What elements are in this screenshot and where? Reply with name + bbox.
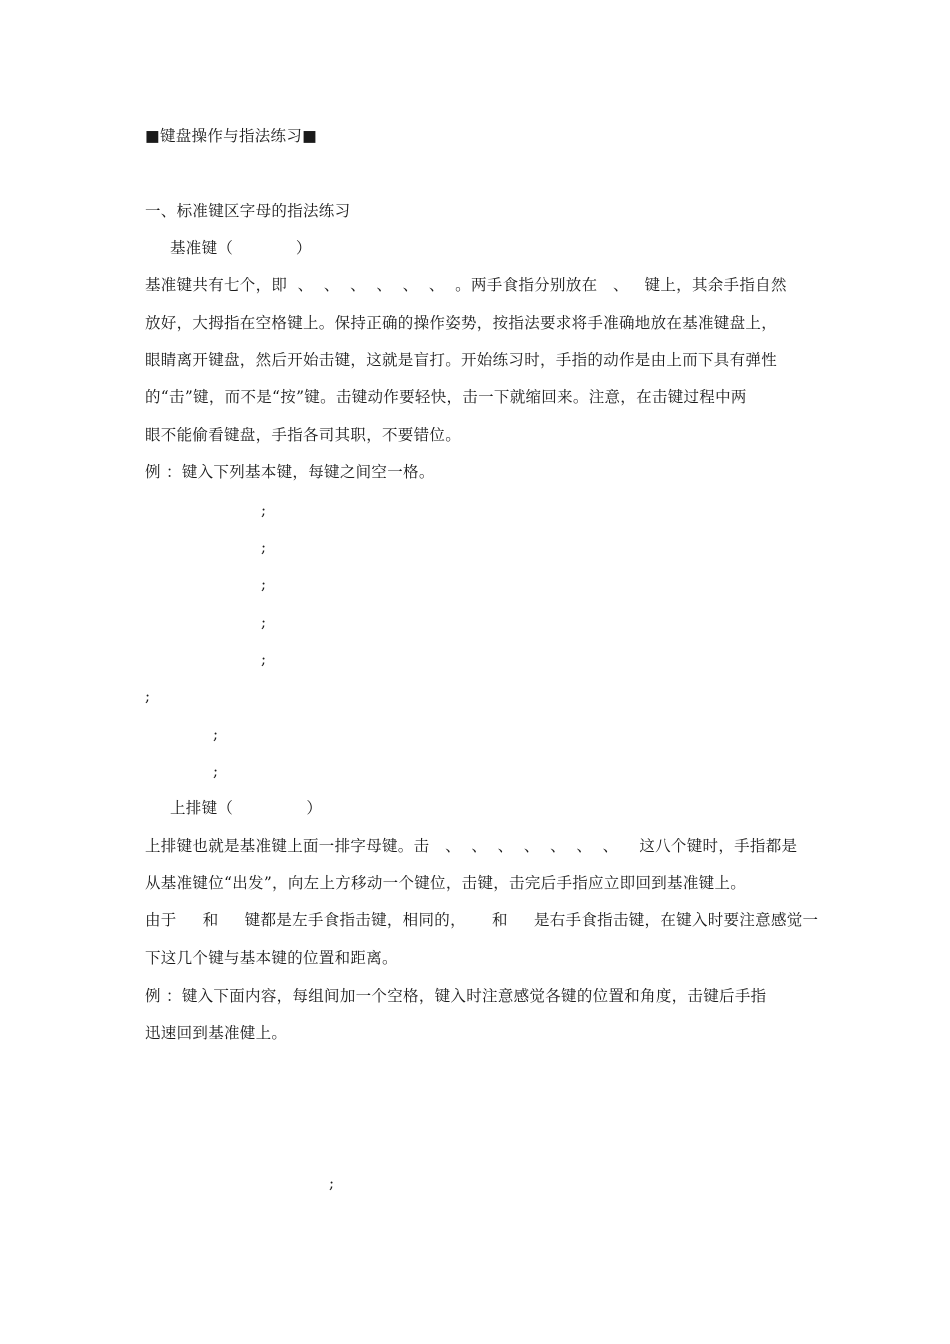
page-title: ■键盘操作与指法练习■ bbox=[145, 127, 318, 145]
home-keys-heading: 基准键（ ） bbox=[170, 239, 312, 257]
practice-semicolon: ; bbox=[329, 1174, 335, 1192]
home-keys-example: 例 ：键入下列基本键，每键之间空一格。 bbox=[145, 463, 435, 481]
home-keys-paragraph-line: 的“击”键，而不是“按”键。击键动作要轻快，击一下就缩回来。注意，在击键过程中两 bbox=[145, 388, 747, 406]
practice-semicolon: ; bbox=[145, 687, 151, 705]
upper-row-example-line: 例 ：键入下面内容，每组间加一个空格，键入时注意感觉各键的位置和角度，击键后手指 bbox=[145, 987, 767, 1005]
upper-row-paragraph-line: 下这几个键与基本键的位置和距离。 bbox=[145, 949, 398, 967]
section-heading: 一、标准键区字母的指法练习 bbox=[145, 202, 351, 220]
practice-semicolon: ; bbox=[213, 762, 219, 780]
practice-semicolon: ; bbox=[261, 650, 267, 668]
upper-row-example-line: 迅速回到基准健上。 bbox=[145, 1024, 288, 1042]
upper-row-heading: 上排键（ ） bbox=[170, 799, 323, 817]
home-keys-paragraph-line: 眼睛离开键盘，然后开始击键，这就是盲打。开始练习时，手指的动作是由上而下具有弹性 bbox=[145, 351, 778, 369]
home-keys-paragraph-line: 放好，大拇指在空格键上。保持正确的操作姿势，按指法要求将手准确地放在基准键盘上， bbox=[145, 314, 778, 332]
practice-semicolon: ; bbox=[213, 725, 219, 743]
practice-semicolon: ; bbox=[261, 575, 267, 593]
practice-semicolon: ; bbox=[261, 613, 267, 631]
home-keys-paragraph-line: 基准键共有七个，即 、 、 、 、 、 、 。两手食指分别放在 、 键上，其余手指自然 bbox=[145, 276, 787, 294]
upper-row-paragraph-line: 上排键也就是基准键上面一排字母键。击 、 、 、 、 、 、 、 这八个键时，手指都是 bbox=[145, 837, 798, 855]
practice-semicolon: ; bbox=[261, 501, 267, 519]
upper-row-paragraph-line: 从基准键位“出发”，向左上方移动一个键位，击键，击完后手指应立即回到基准键上。 bbox=[145, 874, 747, 892]
upper-row-paragraph-line: 由于 和 键都是左手食指击键，相同的， 和 是右手食指击键，在键入时要注意感觉一 bbox=[145, 911, 819, 929]
practice-semicolon: ; bbox=[261, 538, 267, 556]
home-keys-paragraph-line: 眼不能偷看键盘，手指各司其职，不要错位。 bbox=[145, 426, 462, 444]
